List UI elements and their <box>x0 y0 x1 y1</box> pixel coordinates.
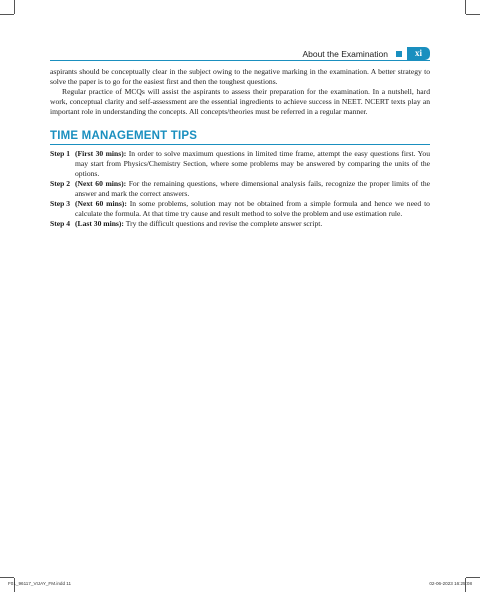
crop-mark <box>14 0 15 14</box>
step-lead: (Next 60 mins): <box>75 199 127 209</box>
step-label: Step 3 <box>50 199 71 209</box>
step-lead: (Next 60 mins): <box>75 178 127 188</box>
header-rule <box>50 60 430 61</box>
step-label: Step 1 <box>50 148 71 158</box>
crop-mark <box>0 14 14 15</box>
crop-mark <box>465 0 466 14</box>
step-lead: (First 30 mins): <box>75 148 127 158</box>
step-body <box>75 149 430 179</box>
step-item <box>50 219 430 229</box>
step-text: In some problems, solution may not be obtained from a simple formula and hence we need to calculate the formula. At that time try cause and result method to solve the problem and use estimation rule. <box>75 199 430 219</box>
page-number: xi <box>407 47 430 60</box>
footer-timestamp: 02-06-2023 16:25:08 <box>429 581 472 586</box>
step-lead: (Last 30 mins): <box>75 219 124 229</box>
step-body <box>75 219 430 229</box>
step-text: In order to solve maximum questions in limited time frame, attempt the easy questions first. You may start from Physics/Chemistry Section, where some problems may be answered by comparing the units of the options. <box>75 148 430 178</box>
page-content <box>50 67 430 229</box>
step-label: Step 4 <box>50 219 71 229</box>
step-item <box>50 149 430 179</box>
step-label: Step 2 <box>50 178 71 188</box>
steps-list <box>50 149 430 230</box>
intro-paragraph: Regular practice of MCQs will assist the aspirants to assess their preparation for the examination. In a nutshell, hard work, conceptual clarity and self-assessment are the essential ingredients to achieve success in NEET. NCERT texts play an important role in understanding the concepts. All concepts/theories must be referred in a regular manner. <box>50 87 430 117</box>
section-heading: TIME MANAGEMENT TIPS <box>50 131 430 144</box>
crop-mark <box>466 14 480 15</box>
running-head-title: About the Examination <box>302 48 388 59</box>
step-item <box>50 179 430 199</box>
bullet-square-icon <box>396 51 402 57</box>
step-text: Try the difficult questions and revise the complete answer script. <box>123 219 323 229</box>
crop-mark <box>466 577 480 578</box>
running-head <box>0 47 430 60</box>
step-item <box>50 199 430 219</box>
step-body <box>75 179 430 199</box>
crop-mark <box>0 577 14 578</box>
footer-file-info: F01_96117_VIJAY_FM.indd 11 <box>8 581 72 586</box>
intro-paragraph: aspirants should be conceptually clear in the subject owing to the negative marking in the examination. A better strategy to solve the paper is to go for the easiest first and then the toughest questions. <box>50 67 430 87</box>
step-body <box>75 199 430 219</box>
step-text: For the remaining questions, where dimensional analysis fails, recognize the proper limits of the answer and mark the correct answers. <box>75 178 430 198</box>
